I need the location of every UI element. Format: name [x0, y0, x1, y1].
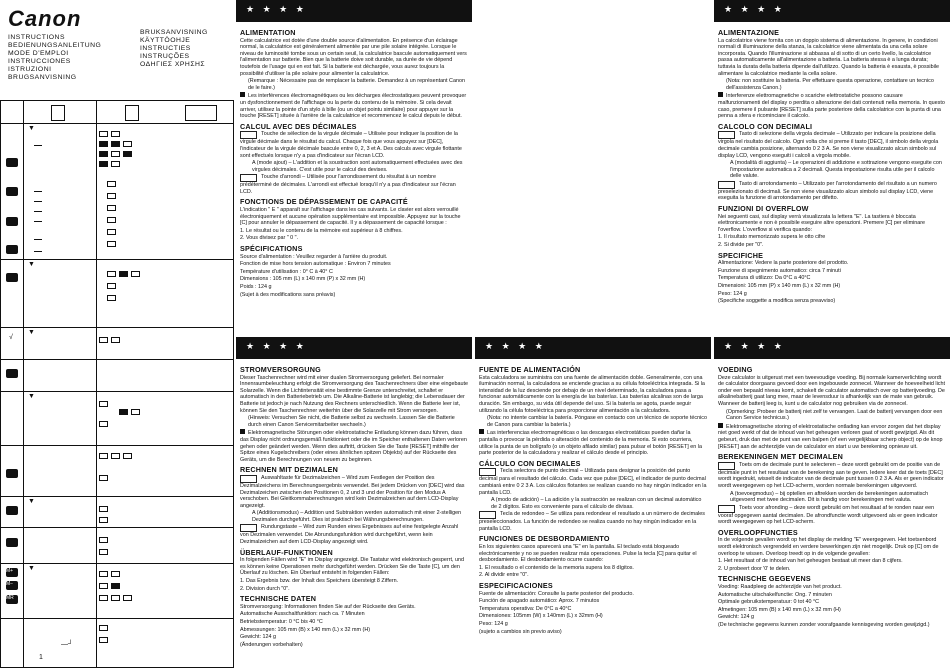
correction-key-icon: [6, 506, 18, 515]
dec-key-icon: [240, 475, 257, 483]
instructions-languages-left: INSTRUCTIONS BEDIENUNGSANLEITUNG MODE D'EMPLOI INSTRUCCIONES ISTRUZIONI BRUGSANVISNING: [8, 34, 102, 82]
dec-key-icon: [718, 462, 735, 470]
bullet-square-icon: [240, 92, 245, 97]
round-key-icon: [240, 174, 257, 182]
key-operation-table: [0, 100, 234, 668]
arrow-down-icon: ▼: [28, 125, 35, 132]
panel-german: ★ ★ ★ ★ STROMVERSORGUNG Dieser Taschenrechner wird mit einer dualen Stromversorgung geliefert. Bei normaler Innenraumbeleuchtung erfolgt die Stromversorgung des Taschenrechners über eine eingebaute Solarzelle. Wenn die Lichtintensität eine bestimmte Grenze unterschreitet, schaltet er automatisch in den Batteriebetrieb um. Die Alkaline-Batterie ist langlebig; die Lebensdauer der Batterie ist jedoch je nach Nutzung des Rechners unterschiedlich. Wenn die Batterie leer ist, können Sie den Taschenrechner weiterhin über die Solarzelle mit Strom versorgen. (Hinweis: Versuchen Sie nicht, die Batterie selbst zu wechseln. Lassen Sie die Batterie durch einen Canon Servicemitarbeiter wechseln.) Elektromagnetische Störungen oder elektrostatische Entladung können dazu führen, dass das Display nicht ordnungsgemäß funktioniert oder die im Speicher enthaltenen Daten verloren gehen oder geändert werden. Wenn dies auftritt, drücken Sie die Taste [RESET] mithilfe der Spitze eines Kugelschreibers (oder eines ähnlichen spitzen Objekts) auf der Rückseite des Geräts, um die Berechnungen von neuem zu beginnen. RECHNEN MIT DEZIMALEN Auswahltaste für Dezimalzeichen – Wird zum Festlegen der Position des Dezimalzeichens im Berechnungsergebnis verwendet. Bei jedem Drücken von [DEC] wird das Dezimalzeichen zwischen den Positionen 0, 2 und 3 und der Position für den Modus A verschoben. Bei Gleitkommaberechnungen wird kein Dezimalzeichen auf dem LCD-Display angezeigt. A (Additionsmodus) – Addition und Subtraktion werden automatisch mit einer 2-stelligen Dezimalen durchgeführt. Dies ist praktisch bei Währungsberechnungen. Rundungstaste – Wird zum Runden eines Ergebnisses auf eine festgelegte Anzahl von Dezimalen verwendet. Die Abrundungsfunktion wird durchgeführt, wenn kein Dezimalzeichen auf dem LCD-Display angezeigt wird. ÜBERLAUF-FUNKTIONEN In folgenden Fällen wird "E" im Display angezeigt. Die Tastatur wird elektronisch gesperrt, und es können keine Operationen mehr durchgeführt werden. Drücken Sie die Taste [C], um den Überlauf zu löschen. Ein Überlauf entsteht in folgenden Fällen: 1. Das Ergebnis bzw. der Inhalt des Speichers übersteigt 8 Ziffern. 2. Division durch "0". TECHNISCHE DATEN Stromversorgung: Informationen finden Sie auf der Rückseite des Geräts. Automatische Ausschaltfunktion: nach ca. 7 Minuten Betriebstemperatur: 0 °C bis 40 °C Abmessungen: 105 mm (B) x 140 mm (L) x 32 mm (H) Gewicht: 124 g (Änderungen vorbehalten): [236, 337, 472, 668]
dec-key-icon: [479, 468, 496, 476]
bullet-square-icon: [240, 429, 245, 434]
result-digit: 1: [39, 654, 43, 661]
mr-label: MR: [6, 595, 14, 601]
minus-key-icon: [6, 187, 18, 196]
keypad-icon: [51, 105, 65, 121]
bullet-square-icon: [718, 92, 723, 97]
round-key-icon: [240, 524, 257, 532]
plus-key-icon: [6, 158, 18, 167]
arrow-down-icon: ▼: [28, 329, 35, 336]
dec-key-icon: [240, 131, 257, 139]
bullet-square-icon: [479, 429, 484, 434]
round-key-icon: [718, 505, 735, 513]
bullet-square-icon: [718, 423, 723, 428]
arrow-down-icon: ▼: [28, 393, 35, 400]
panel-spanish: ★ ★ ★ ★ FUENTE DE ALIMENTACIÓN Esta calculadora se suministra con una fuente de alimentación doble. Generalmente, con una iluminación normal, la calculadora se enciende gracias a su célula fotoeléctrica integrada. Si la intensidad de la luz desciende por debajo de un nivel determinado, la calculadora pasa a funcionar automáticamente con la energía de las baterías. Las baterías alcalinas son de larga duración. Sin embargo, su vida útil depende del uso. Si la batería se agota, puede seguir utilizando la célula fotoeléctrica para proporcionar alimentación a la calculadora. (Nota: no intente cambiar la batería. Póngase en contacto con un técnico de soporte técnico de Canon para cambiar la batería.) Las interferencias electromagnéticas o las descargas electrostáticas pueden dañar la pantalla o provocar la pérdida o alteración del contenido de la memoria. Si esto ocurriera, utilice la punta de un bolígrafo (o un objeto afilado similar) para pulsar el botón [RESET] en la parte posterior de la calculadora y realizar el cálculo desde el principio. CÁLCULO CON DECIMALES Tecla selectora de punto decimal – Utilizada para designar la posición del punto decimal para el resultado del cálculo. Cada vez que pulse [DEC], el indicador de punto decimal cambiará entre 0 2 3 A. Los cálculos flotantes se realizan cuando no hay ningún indicador en la pantalla LCD. A (modo de adición) – La adición y la sustracción se realizan con un decimal automático de 2 dígitos. Esto es conveniente para el cálculo de divisas. Tecla de redondeo – Se utiliza para redondear el resultado a un número de decimales preseleccionados. La función de redondeo se realiza cuando no hay ningún indicador en la pantalla LCD. FUNCIONES DE DESBORDAMIENTO En los siguientes casos aparecerá una "E" en la pantalla. El teclado está bloqueado electrónicamente y no se pueden realizar más operaciones. Pulse la tecla [C] para quitar el desbordamiento. El desbordamiento ocurre cuando: 1. El resultado o el contenido de la memoria supera los 8 dígitos. 2. Al dividir entre "0". ESPECIFICACIONES Fuente de alimentación: Consulte la parte posterior del producto. Función de apagado automático: Aprox. 7 minutos Temperatura operativa: De 0°C a 40°C Dimensiones: 105mm (W) x 140mm (L) x 32mm (H) Peso: 124 g (sujeto a cambios sin previo aviso): [475, 337, 711, 668]
arrow-down-icon: ▼: [28, 261, 35, 268]
stars-band: ★ ★ ★ ★: [236, 0, 472, 22]
sign-change-key-icon: [6, 469, 18, 478]
tax-key-icon: [6, 538, 18, 547]
pencil-icon: [125, 105, 139, 121]
sqrt-symbol: √: [9, 334, 13, 341]
section-title: ALIMENTATION: [240, 28, 296, 37]
equals-key-icon: [6, 273, 18, 282]
round-key-icon: [479, 511, 496, 519]
panel-italian: ★ ★ ★ ★ ALIMENTAZIONE La calcolatrice viene fornita con un doppio sistema di alimentazione. In genere, in condizioni normali di illuminazione della stanza, la calcolatrice viene alimentata da una cella solare incorporata. Quando l'illuminazione si abbassa al di sotto di un certo livello, la calcolatrice passa automaticamente all'alimentazione a batteria. La batteria stessa è a lunga durata; tuttavia la durata della batteria dipende dall'utilizzo. Quando la batteria è esausta, è possibile alimentare la calcolatrice mediante la cella solare. (Nota: non sostituire la batteria. Per effettuare questa operazione, contattare un tecnico dell'assistenza Canon.) Interferenze elettromagnetiche o scariche elettrostatiche possono causare malfunzionamenti del display o perdita o alterazione dei dati contenuti nella memoria. In questo caso, premere il pulsante [RESET] sulla parte posteriore della calcolatrice con la punta di una penna a sfera e ricominciare il calcolo. CALCOLO CON DECIMALI Tasto di selezione della virgola decimale – Utilizzato per indicare la posizione della virgola nel risultato del calcolo. Ogni volta che si preme il tasto [DEC], il simbolo della virgola decimale cambia posizione, alternando 0 2 3 A. Se non viene visualizzato alcun simbolo sul display LCD, vengono eseguiti i calcoli a virgola mobile. A (modalità di aggiunta) – Le operazioni di addizione e sottrazione vengono eseguite con l'impostazione automatica a 2 decimali. Questa impostazione risulta utile per il calcolo delle valute. Tasto di arrotondamento – Utilizzato per l'arrotondamento del risultato a un numero preselezionato di decimali. Se non viene visualizzato alcun simbolo sul display LCD, viene eseguita la funzione di arrotondamento per difetto. FUNZIONI DI OVERFLOW Nei seguenti casi, sul display verrà visualizzata la lettera "E". La tastiera è bloccata elettronicamente e non è possibile eseguire altre operazioni. Premere [C] per eliminare l'overflow. L'overflow si verifica quando: 1. Il risultato memorizzato supera le otto cifre 2. Si divide per "0". SPECIFICHE Alimentazione: Vedere la parte posteriore del prodotto. Funzione di spegnimento automatico: circa 7 minuti Temperatura di utilizzo: Da 0°C a 40°C Dimensioni: 105 mm (P) x 140 mm (L) x 32 mm (H) Peso: 124 g (Specifiche soggette a modifica senza preavviso): [714, 0, 950, 331]
cover-column: [0, 0, 234, 668]
mplus-label: M+: [6, 568, 14, 574]
mminus-label: M−: [6, 581, 14, 587]
canon-logo: Canon: [8, 6, 82, 31]
dec-key-icon: [718, 131, 735, 139]
divide-key-icon: [6, 245, 18, 254]
round-key-icon: [718, 181, 735, 189]
bracket-mark: —┘: [61, 641, 73, 648]
arrow-down-icon: ▼: [28, 565, 35, 572]
arrow-down-icon: ▼: [28, 498, 35, 505]
panel-dutch: ★ ★ ★ ★ VOEDING Deze calculator is uitgerust met een tweevoudige voeding. Bij normale kamerverlichting wordt de calculator doorgaans gevoed door een ingebouwde zonnecel. Wanneer de hoeveelheid licht onder een bepaald niveau komt, schakelt de calculator automatisch over op batterijvoeding. De alkalinebatterij gaat lang mee, maar de levensduur is afhankelijk van de mate van gebruik. Wanneer de batterij leeg is, kunt u de calculator nog gebruiken via de zonnecel. (Opmerking: Probeer de batterij niet zelf te vervangen. Laat de batterij vervangen door een Canon Service technicus.) Elektromagnetische storing of elektrostatische ontlading kan ervoor zorgen dat het display niet goed werkt of dat de inhoud van het geheugen verloren gaat of wordt gewijzigd. Als dit gebeurt, druk dan met de punt van een balpen (of een vergelijkbaar scherp object) op de knop [RESET] aan de achterzijde van de calculator en start u uw berekening opnieuw uit. BEREKENINGEN MET DECIMALEN Toets om de decimale punt te selecteren – deze wordt gebruikt om de positie van de decimale punt in het resultaat van de berekening aan te geven. Iedere keer dat de toets [DEC] wordt ingedrukt, wisselt de indicator van de decimale punt tussen 0 2 3 A. Als er geen indicator wordt weergegeven op het LCD-scherm, worden normale berekeningen uitgevoerd. A (toevoegmodus) – bij optellen en aftrekken worden de berekeningen automatisch uitgevoerd met twee decimalen. Dit is handig voor berekeningen met valuta. Toets voor afronding – deze wordt gebruikt om het resultaat af te ronden naar een vooraf opgegeven aantal decimalen. De afrondfunctie wordt uitgevoerd als er geen indicator wordt weergegeven op het LCD-scherm. OVERLOOPFUNCTIES In de volgende gevallen wordt op het display de melding "E" weergegeven. Het toetsenbord wordt elektronisch vergrendeld en verdere bewerkingen zijn niet mogelijk. Druk op [C] om de overloop te wissen. Overloop treedt op in de volgende gevallen: 1. Het resultaat of de inhoud van het geheugen bestaat uit meer dan 8 cijfers. 2. U probeert door '0' te delen. TECHNISCHE GEGEVENS Voeding: Raadpleeg de achterzijde van het product. Automatische uitschakelfunctie: Ong. 7 minuten Optimale gebruikstemperatuur: 0 tot 40 °C Afmetingen: 105 mm (B) x 140 mm (L) x 32 mm (H) Gewicht: 124 g (De technische gegevens kunnen zonder voorafgaande kennisgeving worden gewijzigd.): [714, 337, 950, 668]
multiply-key-icon: [6, 217, 18, 226]
percent-key-icon: [6, 369, 18, 378]
panel-french: ★ ★ ★ ★ ALIMENTATION Cette calculatrice est dotée d'une double source d'alimentation. En présence d'un éclairage normal, la calculatrice est généralement alimentée par une pile solaire intégrée. Lorsque le niveau de luminosité tombe sous un certain seuil, la calculatrice bascule automatiquement vers l'alimentation sur batterie. Bien que la batterie doive soit durable, sa durée de vie dépend toutefois de l'usage qui en est fait. Si la batterie est déchargée, vous aurez toujours la possibilité d'utiliser la pile solaire pour alimenter la calculatrice. (Remarque : Nécessaire pas de remplacer la batterie. Demandez à un représentant Canon de le faire.) Les interférences électromagnétiques ou les décharges électrostatiques peuvent provoquer un dysfonctionnement de l'affichage ou la perte du contenu de la mémoire. Si cela devait arriver, utilisez la pointe d'un stylo à bille (ou un objet pointu similaire) pour appuyer sur la touche [RESET] située à l'arrière de la calculatrice et recommencez le calcul depuis le début. CALCUL AVEC DES DÉCIMALES Touche de sélection de la virgule décimale – Utilisée pour indiquer la position de la virgule décimale dans le résultat du calcul. Chaque fois que vous appuyez sur [DEC], l'indicateur de la virgule décimale bascule entre 0, 2, 3 et A. Des calculs avec virgule flottante sont effectués lorsque n'y a pas d'indicateur sur l'écran LCD. A (mode ajout) – L'addition et la soustraction sont automatiquement effectuées avec des virgules décimales. C'est utile pour le calcul des devises. Touche d'arrondi – Utilisée pour l'arrondissement du résultat à un nombre prédéterminé de décimales. L'arrondi est effectué lorsqu'il n'y a pas d'indicateur sur l'écran LCD. FONCTIONS DE DÉPASSEMENT DE CAPACITÉ L'indication " E " apparaît sur l'affichage dans les cas suivants. Le clavier est alors verrouillé électroniquement et aucune opération supplémentaire est impossible. Appuyez sur la touche [C] pour annuler le dépassement de capacité. Il y a dépassement de capacité lorsque : 1. Le résultat ou le contenu de la mémoire est supérieur à 8 chiffres. 2. Vous divisez par " 0 ". SPÉCIFICATIONS Source d'alimentation : Veuillez regarder à l'arrière du produit. Fonction de mise hors tension automatique : Environ 7 minutes Température d'utilisation : 0° C à 40° C Dimensions : 105 mm (L) x 140 mm (P) x 32 mm (H) Poids : 124 g (Sujet à des modifications sans préavis): [236, 0, 472, 331]
instructions-languages-right: BRUKSANVISNING KÄYTTÖOHJE INSTRUCTIES INSTRUÇÕES ΟΔΗΓΙΕΣ ΧΡΗΣΗΣ: [140, 29, 208, 69]
display-icon: [185, 105, 217, 121]
